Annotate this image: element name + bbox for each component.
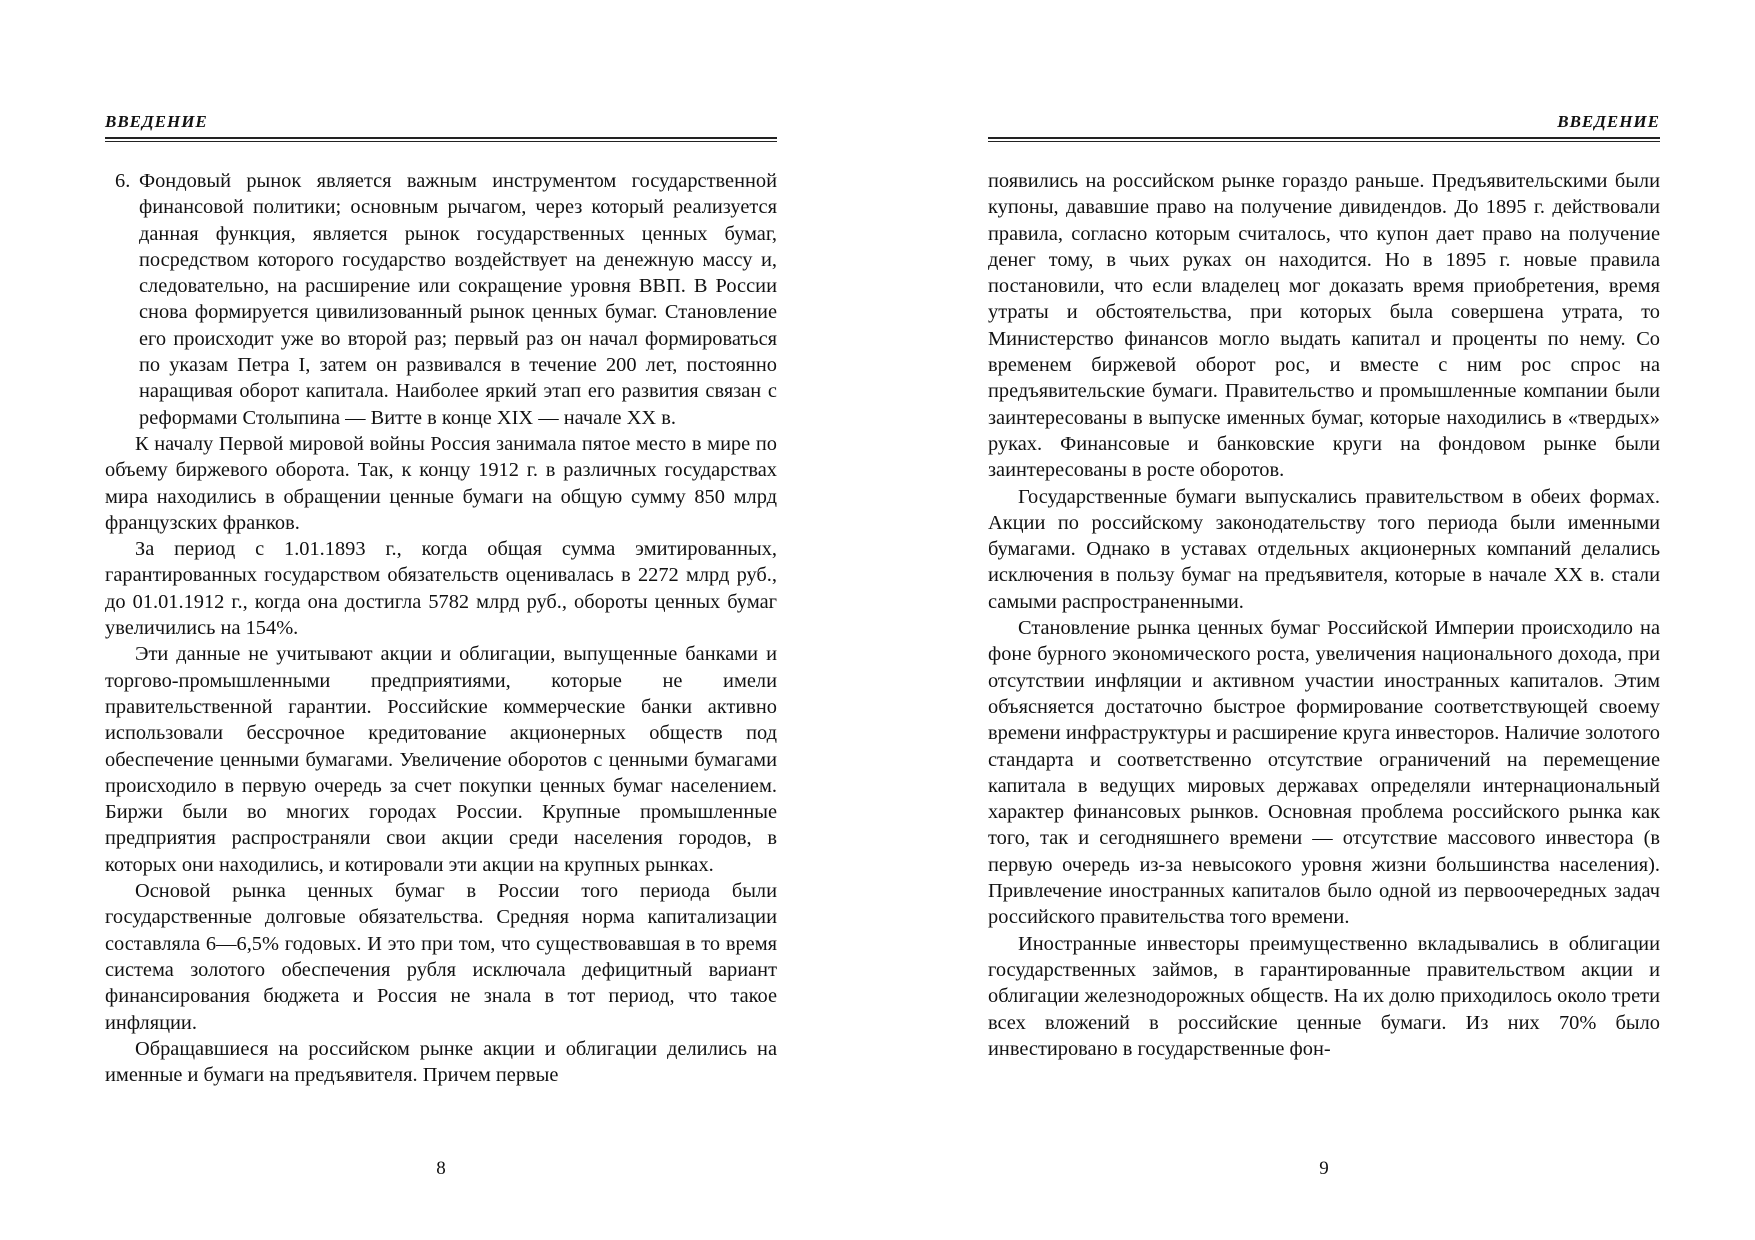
right-text-block [988,168,1660,1062]
list-item [105,168,777,431]
paragraph: К началу Первой мировой войны Россия занимала пятое место в мире по объему биржевого оборота. Так, к концу 1912 г. в различных государствах мира находились в обращении ценные бумаги на общую сумму 850 млрд французских франков. [105,432,777,534]
paragraph: Иностранные инвесторы преимущественно вкладывались в облигации государственных займов, в гарантированные правительством акции и облигации железнодорожных обществ. На их долю приходилось около трети всех вложений в российские ценные бумаги. Из них 70% было инвестировано в государственные фон- [988,932,1660,1060]
list-marker: 6. [115,170,131,192]
paragraph: Основой рынка ценных бумаг в России того периода были государственные долговые обязательства. Средняя норма капитализации составляла 6—6,5% годовых. И это при том, что существовавшая в то время система золотого обеспечения рубля исключала дефицитный вариант финансирования бюджета и Россия не знала в тот период, что такое инфляции. [105,880,777,1034]
right-page [988,0,1660,1240]
header-rule [988,137,1660,142]
paragraph: За период с 1.01.1893 г., когда общая сумма эмитированных, гарантированных государством обязательств оценивалась в 2272 млрд руб., до 01.01.1912 г., когда она достигла 5782 млрд руб., обороты ценных бумаг увеличились на 154%. [105,538,777,640]
page-number: 8 [436,1158,446,1179]
continued-paragraph: появились на российском рынке гораздо раньше. Предъявительскими были купоны, дававшие право на получение дивидендов. До 1895 г. действовали правила, согласно которым считалось, что купон дает право на получение денег тому, в чьих руках он находится. Но в 1895 г. новые правила постановили, что если владелец мог доказать время приобретения, время утраты и обстоятельства, при которых была совершена утрата, то Министерство финансов могло выдать капитал и проценты по нему. Со временем биржевой оборот рос, и вместе с ним рос спрос на предъявительские бумаги. Правительство и промышленные компании были заинтересованы в выпуске именных бумаг, которые находились в «твердых» руках. Финансовые и банковские круги на фондовом рынке были заинтересованы в росте оборотов. [988,170,1660,482]
paragraph: Эти данные не учитывают акции и облигации, выпущенные банками и торгово-промышленными предприятиями, которые не имели правительственной гарантии. Российские коммерческие банки активно использовали бессрочное кредитование акционерных обществ под обеспечение ценными бумагами. Увеличение оборотов с ценными бумагами происходило в первую очередь за счет покупки ценных бумаг населением. Биржи были во многих городах России. Крупные промышленные предприятия распространяли свои акции среди населения городов, в которых они находились, и котировали эти акции на крупных рынках. [105,643,777,876]
paragraph: Становление рынка ценных бумаг Российской Империи происходило на фоне бурного экономического роста, увеличения национального дохода, при отсутствии инфляции и активном участии иностранных капиталов. Этим объясняется достаточно быстрое формирование соответствующей своему времени инфраструктуры и расширение круга инвесторов. Наличие золотого стандарта и соответственно отсутствие ограничений на перемещение капитала в ведущих мировых державах определяли интернациональный характер финансовых рынков. Основная проблема российского рынка как того, так и сегодняшнего времени — отсутствие массового инвестора (в первую очередь из-за невысокого уровня жизни большинства населения). Привлечение иностранных капиталов было одной из первоочередных задач российского правительства того времени. [988,617,1660,929]
header-rule [105,137,777,142]
left-text-block [105,168,777,1088]
paragraph: Обращавшиеся на российском рынке акции и облигации делились на именные и бумаги на предъявителя. Причем первые [105,1037,777,1087]
paragraph: Государственные бумаги выпускались правительством в обеих формах. Акции по российскому законодательству того периода были именными бумагами. Однако в уставах отдельных акционерных компаний делались исключения в пользу бумаг на предъявителя, которые в начале XX в. стали самыми распространенными. [988,485,1660,613]
page-number: 9 [1319,1158,1329,1179]
running-head: ВВЕДЕНИЕ [1557,112,1660,131]
left-page [105,0,777,1240]
running-head: ВВЕДЕНИЕ [105,112,208,131]
list-item-text: Фондовый рынок является важным инструментом государственной финансовой политики; основным рычагом, через который реализуется данная функция, является рынок государственных ценных бумаг, посредством которого государство воздействует на денежную массу и, следовательно, на расширение или сокращение уровня ВВП. В России снова формируется цивилизованный рынок ценных бумаг. Становление его происходит уже во второй раз; первый раз он начал формироваться по указам Петра I, затем он развивался в течение 200 лет, постоянно наращивая оборот капитала. Наиболее яркий этап его развития связан с реформами Столыпина — Витте в конце XIX — начале XX в. [139,170,777,429]
